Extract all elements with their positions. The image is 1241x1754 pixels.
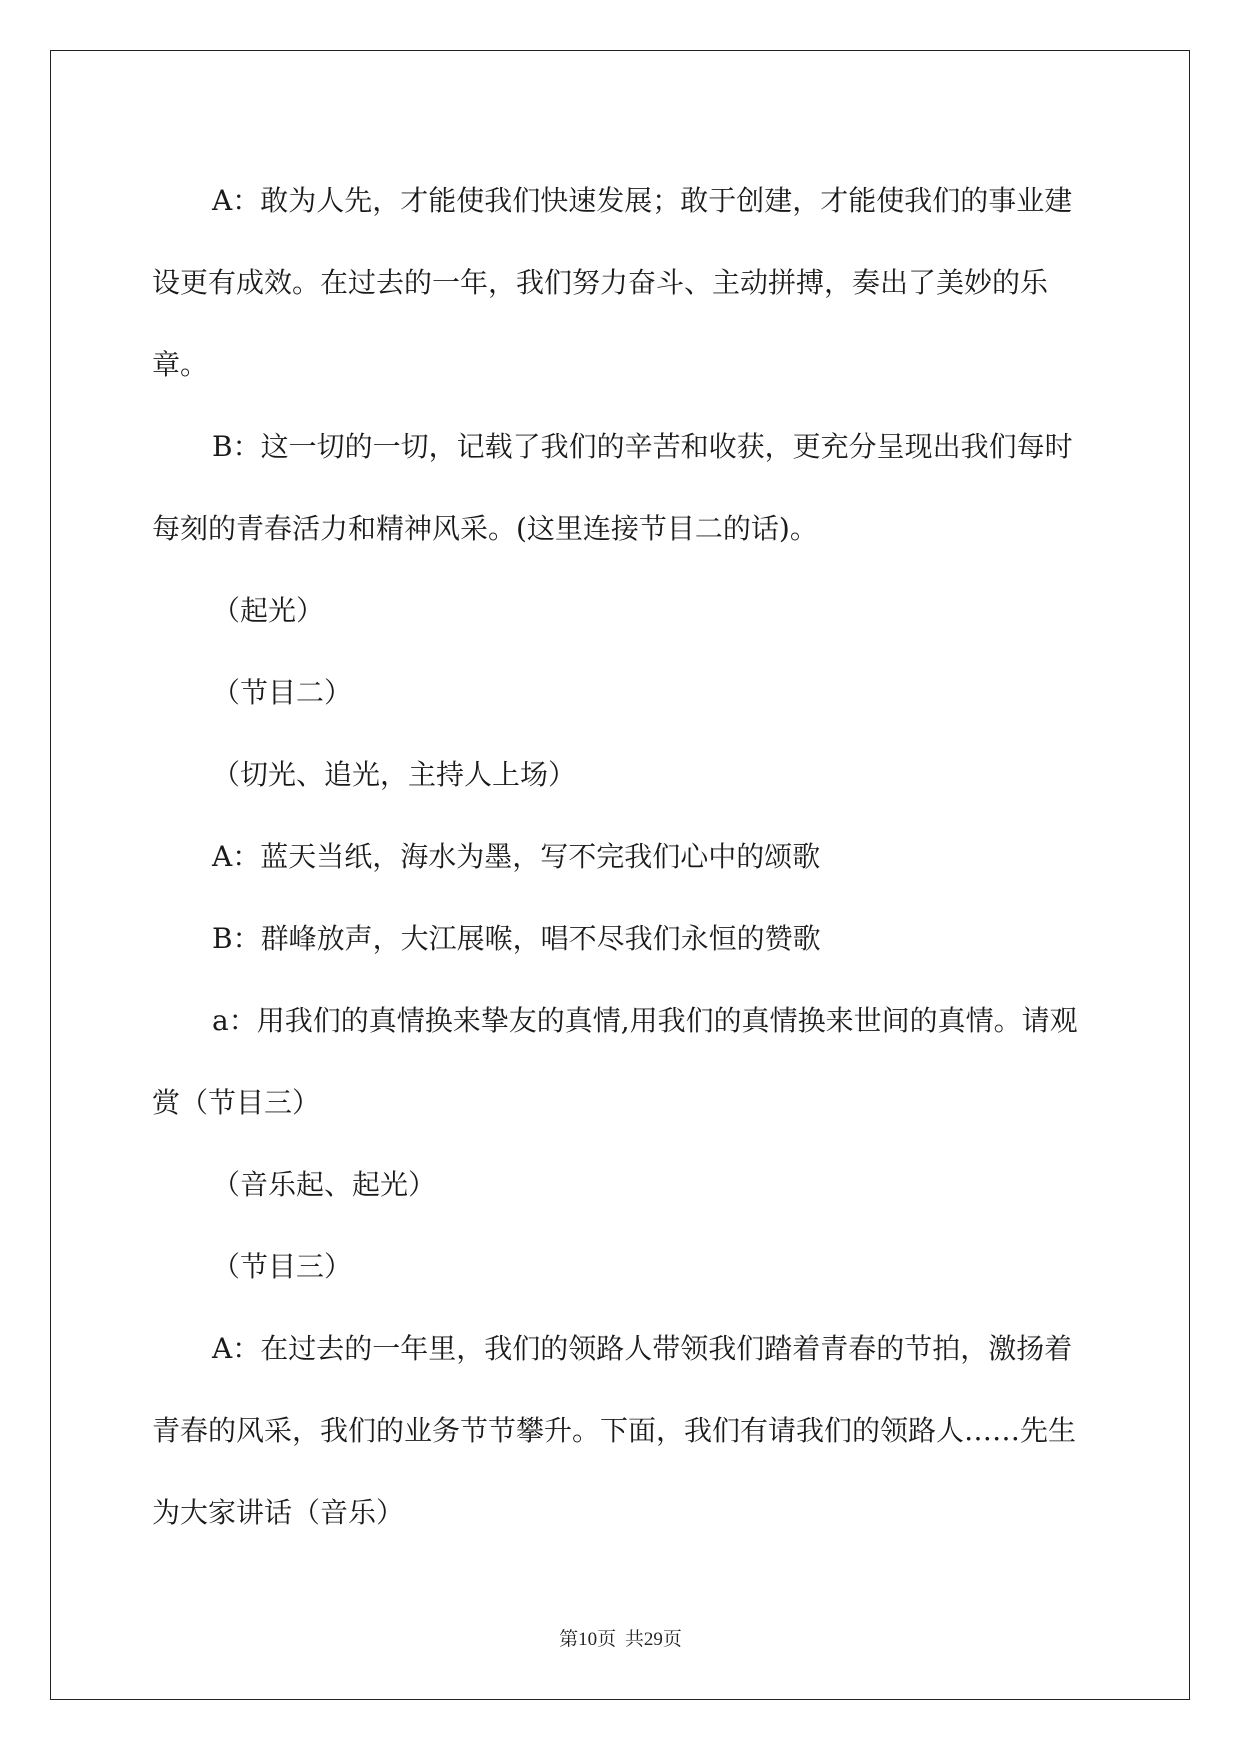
- paragraph-3: A：蓝天当纸，海水为墨，写不完我们心中的颂歌: [212, 840, 821, 873]
- paragraph-6: A：在过去的一年里，我们的领路人带领我们踏着青春的节拍，激扬着青春的风采，我们的业务节节攀升。下面，我们有请我们的领路人……先生为大家讲话（音乐）: [152, 1332, 1077, 1529]
- document-body: [152, 160, 1092, 1554]
- stage-direction-4: （音乐起、起光）: [212, 1168, 437, 1201]
- paragraph-1: A：敢为人先，才能使我们快速发展；敢于创建，才能使我们的事业建设更有成效。在过去的一年，我们努力奋斗、主动拼搏，奏出了美妙的乐章。: [152, 184, 1073, 381]
- stage-direction-3: （切光、追光，主持人上场）: [212, 758, 577, 791]
- stage-direction-1: （起光）: [212, 594, 325, 627]
- stage-direction-5: （节目三）: [212, 1250, 353, 1283]
- page-total: 共29页: [624, 1629, 682, 1650]
- page-footer: [0, 1624, 1241, 1651]
- page-number: 第10页: [559, 1629, 617, 1650]
- stage-direction-2: （节目二）: [212, 676, 353, 709]
- paragraph-5: a：用我们的真情换来挚友的真情,用我们的真情换来世间的真情。请观赏（节目三）: [152, 1004, 1078, 1119]
- paragraph-2: B：这一切的一切，记载了我们的辛苦和收获，更充分呈现出我们每时每刻的青春活力和精神风采。(这里连接节目二的话)。: [152, 430, 1073, 545]
- paragraph-4: B：群峰放声，大江展喉，唱不尽我们永恒的赞歌: [212, 922, 821, 955]
